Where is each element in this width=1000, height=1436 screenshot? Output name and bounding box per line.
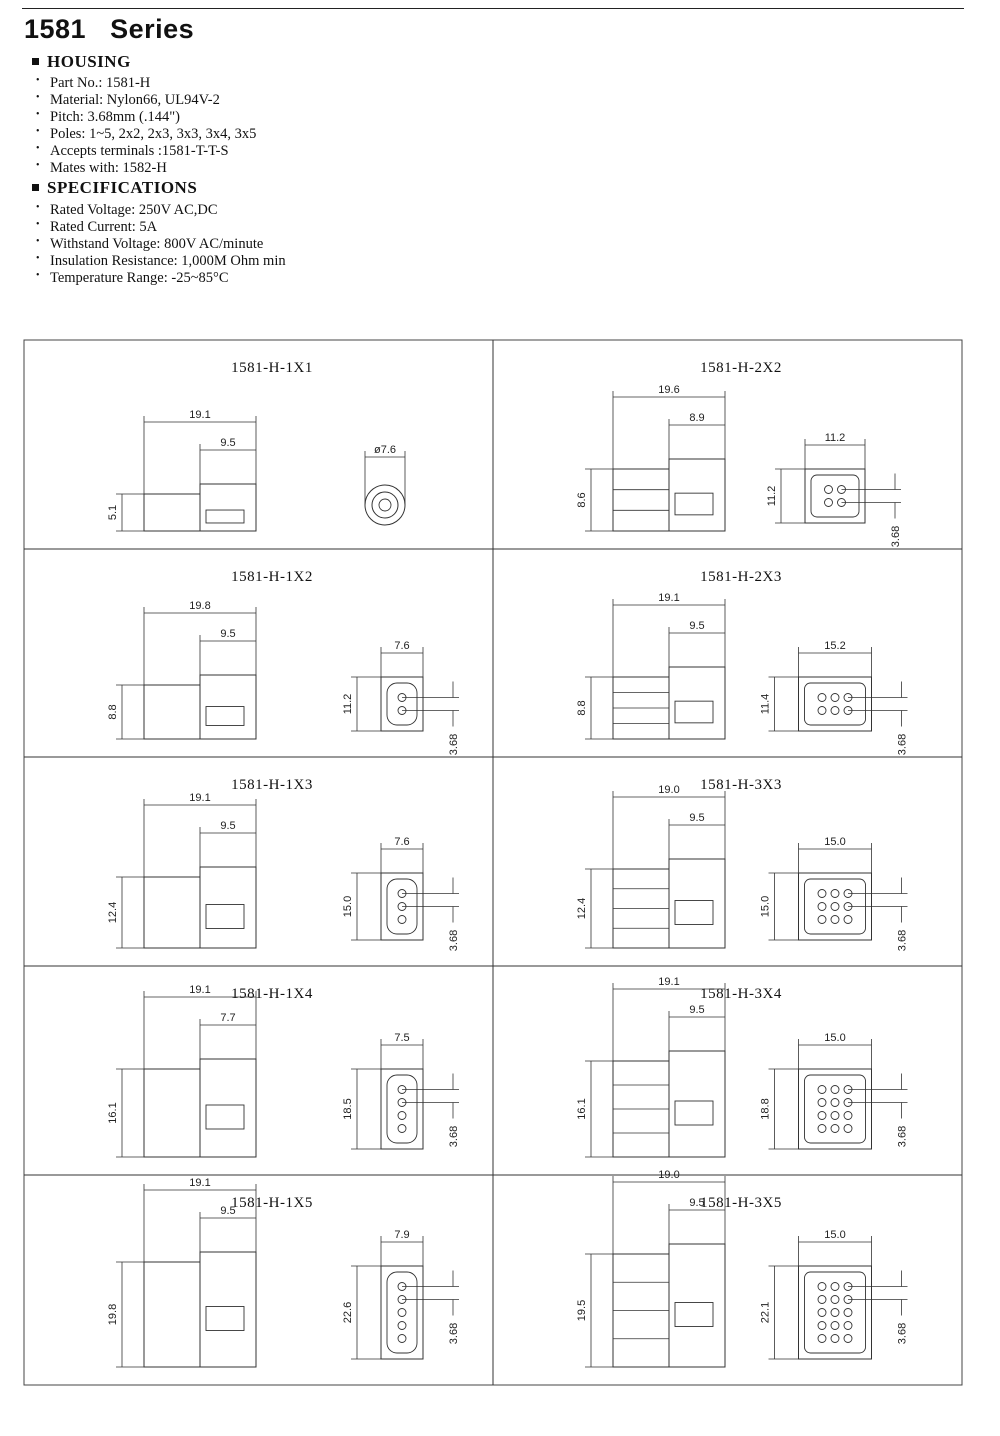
pin-hole — [818, 1296, 826, 1304]
pitch-label: 3.68 — [448, 929, 460, 952]
front-width-label: 15.0 — [824, 1229, 846, 1241]
front-height-label: 15.0 — [759, 895, 772, 918]
pitch-label: 3.68 — [896, 1125, 909, 1148]
connector-panel — [107, 777, 460, 951]
pin-hole — [831, 1335, 839, 1343]
pin-hole — [831, 903, 839, 911]
pin-hole — [831, 1099, 839, 1107]
side-total-length-label: 19.0 — [658, 1169, 680, 1181]
specifications-heading-text: SPECIFICATIONS — [47, 178, 198, 197]
pin-hole — [831, 1125, 839, 1133]
front-view-drawing — [342, 1032, 460, 1149]
pitch-label: 3.68 — [448, 1322, 460, 1345]
list-item: • Rated Current: 5A — [36, 218, 158, 235]
connector-panel — [576, 360, 902, 547]
side-view-drawing — [576, 592, 725, 739]
pin-hole — [831, 707, 839, 715]
list-item: • Part No.: 1581-H — [36, 75, 151, 91]
panel-title: 1581-H-1X4 — [231, 986, 313, 1002]
side-height-label: 5.1 — [107, 504, 119, 521]
bullet-dot-icon: • — [36, 109, 40, 121]
front-height-label: 11.2 — [766, 485, 778, 507]
pitch-label: 3.68 — [896, 1322, 909, 1345]
front-width-label: 7.6 — [394, 836, 410, 848]
side-height-label: 12.4 — [576, 897, 588, 920]
pin-hole — [844, 1309, 852, 1317]
pin-hole — [818, 1335, 826, 1343]
pin-hole — [818, 1099, 826, 1107]
front-view-drawing — [760, 640, 909, 755]
series-word: Series — [110, 14, 195, 44]
front-cavity-outline — [811, 475, 859, 517]
pin-hole — [818, 1086, 826, 1094]
side-height-label: 8.6 — [576, 492, 588, 508]
side-total-length-label: 19.1 — [189, 792, 211, 804]
side-slot — [675, 1303, 713, 1327]
bullet-dot-icon: • — [36, 270, 40, 282]
bullet-dot-icon: • — [36, 126, 40, 138]
front-height-label: 18.5 — [342, 1098, 354, 1120]
pin-hole — [825, 499, 833, 507]
front-width-label: 15.0 — [824, 836, 846, 848]
front-view-drawing — [342, 836, 460, 951]
pin-hole — [831, 1086, 839, 1094]
side-body — [144, 1069, 200, 1157]
side-partial-length-label: 9.5 — [220, 628, 236, 640]
front-width-label: 7.5 — [394, 1032, 410, 1044]
side-total-length-label: 19.1 — [189, 409, 211, 421]
front-width-label: 15.2 — [824, 640, 846, 652]
side-slot — [675, 701, 713, 723]
front-view-drawing — [760, 1229, 909, 1359]
bullet-dot-icon: • — [36, 253, 40, 265]
pitch-label: 3.68 — [448, 733, 460, 756]
panel-title: 1581-H-2X3 — [700, 569, 782, 585]
front-width-label: 7.9 — [394, 1229, 410, 1241]
connector-panel — [107, 1177, 460, 1367]
pin-hole — [818, 903, 826, 911]
side-total-length-label: 19.1 — [189, 984, 211, 996]
panel-title: 1581-H-2X2 — [700, 360, 782, 376]
list-item: • Mates with: 1582-H — [36, 159, 167, 176]
side-partial-length-label: 9.5 — [689, 620, 705, 632]
pin-hole — [818, 890, 826, 898]
series-number: 1581 — [24, 14, 87, 44]
side-body — [144, 494, 200, 531]
front-height-label: 18.8 — [759, 1098, 772, 1120]
pin-hole — [818, 1309, 826, 1317]
front-view-drawing — [365, 444, 405, 525]
front-width-label: 15.0 — [824, 1032, 846, 1044]
pin-hole — [818, 694, 826, 702]
front-width-label: 11.2 — [824, 432, 846, 444]
side-view-drawing — [107, 1177, 256, 1367]
list-item: • Temperature Range: -25~85°C — [36, 269, 229, 286]
pin-hole — [831, 916, 839, 924]
pin-hole — [398, 1125, 406, 1133]
side-slot — [206, 707, 244, 726]
front-width-label: 7.6 — [394, 640, 410, 652]
connector-panel — [576, 569, 909, 755]
side-total-length-label: 19.6 — [658, 384, 680, 396]
front-height-label: 22.1 — [759, 1301, 772, 1324]
side-latch-block — [200, 484, 256, 531]
pin-hole — [398, 1335, 406, 1343]
pin-hole — [818, 1283, 826, 1291]
panel-title: 1581-H-1X2 — [231, 569, 313, 585]
front-view-drawing — [760, 836, 909, 951]
side-height-label: 16.1 — [576, 1098, 588, 1120]
side-total-length-label: 19.0 — [658, 784, 680, 796]
front-diameter-label: ø7.6 — [373, 444, 397, 456]
pin-hole — [831, 694, 839, 702]
side-slot — [675, 1101, 713, 1125]
list-item: • Accepts terminals :1581-T-T-S — [36, 142, 229, 159]
bullet-dot-icon: • — [36, 202, 40, 214]
side-view-drawing — [107, 792, 256, 948]
pin-hole — [818, 916, 826, 924]
pitch-label: 3.68 — [448, 1125, 460, 1148]
pin-hole — [398, 1309, 406, 1317]
pin-hole — [818, 1112, 826, 1120]
list-item: • Withstand Voltage: 800V AC/minute — [36, 235, 264, 252]
side-view-drawing — [107, 409, 256, 531]
front-height-label: 15.0 — [342, 895, 354, 918]
pin-hole — [818, 707, 826, 715]
panel-title: 1581-H-1X3 — [231, 777, 313, 793]
connector-panel — [107, 984, 460, 1157]
side-total-length-label: 19.8 — [189, 600, 211, 612]
panel-title: 1581-H-3X5 — [700, 1195, 782, 1211]
side-slot — [206, 1307, 244, 1331]
front-cavity-outline — [387, 683, 417, 725]
side-body — [613, 469, 669, 531]
side-height-label: 19.8 — [107, 1303, 119, 1326]
side-view-drawing — [576, 976, 725, 1157]
side-body — [144, 685, 200, 739]
connector-panel — [107, 569, 460, 755]
side-height-label: 16.1 — [107, 1102, 119, 1124]
panel-title: 1581-H-3X4 — [700, 986, 782, 1002]
list-item: • Insulation Resistance: 1,000M Ohm min — [36, 252, 286, 269]
side-view-drawing — [107, 600, 256, 739]
side-partial-length-label: 8.9 — [689, 412, 705, 424]
side-total-length-label: 19.1 — [658, 976, 680, 988]
pin-hole — [844, 916, 852, 924]
pin-hole — [831, 1283, 839, 1291]
bullet-dot-icon: • — [36, 75, 40, 87]
pin-hole — [825, 486, 833, 494]
pin-hole — [398, 1112, 406, 1120]
front-view-drawing — [766, 432, 902, 547]
front-height-label: 22.6 — [342, 1301, 354, 1324]
connector-panel — [576, 777, 909, 951]
list-item: • Poles: 1~5, 2x2, 2x3, 3x3, 3x4, 3x5 — [36, 125, 257, 142]
side-partial-length-label: 9.5 — [220, 820, 236, 832]
pin-hole — [398, 916, 406, 924]
pitch-label: 3.68 — [896, 929, 909, 952]
pin-hole — [818, 1322, 826, 1330]
front-height-label: 11.4 — [759, 693, 772, 715]
pitch-label: 3.68 — [890, 525, 902, 548]
pin-hole — [844, 1125, 852, 1133]
front-pin-hole — [379, 499, 391, 511]
side-partial-length-label: 7.7 — [220, 1012, 236, 1024]
side-slot — [206, 1105, 244, 1129]
front-cavity-outline — [805, 683, 866, 725]
side-slot — [675, 493, 713, 515]
side-body — [144, 877, 200, 948]
side-partial-length-label: 9.5 — [689, 812, 705, 824]
pin-hole — [844, 1112, 852, 1120]
front-view-drawing — [342, 1229, 460, 1359]
pin-hole — [844, 1322, 852, 1330]
pin-hole — [831, 890, 839, 898]
front-height-label: 11.2 — [342, 693, 354, 715]
connector-panel — [576, 976, 909, 1157]
pin-hole — [831, 1296, 839, 1304]
side-total-length-label: 19.1 — [189, 1177, 211, 1189]
side-height-label: 8.8 — [107, 704, 119, 720]
pin-hole — [831, 1112, 839, 1120]
bullet-dot-icon: • — [36, 236, 40, 248]
side-view-drawing — [576, 384, 725, 531]
bullet-dot-icon: • — [36, 143, 40, 155]
pitch-label: 3.68 — [896, 733, 909, 756]
housing-heading-text: HOUSING — [47, 52, 131, 71]
side-height-label: 19.5 — [576, 1299, 588, 1322]
side-height-label: 8.8 — [576, 700, 588, 716]
pin-hole — [831, 1309, 839, 1317]
bullet-dot-icon: • — [36, 219, 40, 231]
side-slot — [206, 905, 244, 929]
side-partial-length-label: 9.5 — [689, 1197, 705, 1209]
connector-panel — [576, 1169, 909, 1367]
bullet-dot-icon: • — [36, 160, 40, 172]
side-partial-length-label: 9.5 — [220, 437, 236, 449]
side-total-length-label: 19.1 — [658, 592, 680, 604]
connector-panel — [107, 360, 405, 531]
side-height-label: 12.4 — [107, 901, 119, 924]
side-slot — [206, 510, 244, 523]
side-slot — [675, 901, 713, 925]
pin-hole — [818, 1125, 826, 1133]
pin-hole — [398, 1322, 406, 1330]
panel-title: 1581-H-3X3 — [700, 777, 782, 793]
list-item: • Material: Nylon66, UL94V-2 — [36, 91, 220, 108]
pin-hole — [831, 1322, 839, 1330]
panel-title: 1581-H-1X1 — [231, 360, 313, 376]
bullet-dot-icon: • — [36, 92, 40, 104]
list-item: • Rated Voltage: 250V AC,DC — [36, 202, 218, 218]
side-partial-length-label: 9.5 — [220, 1205, 236, 1217]
list-item: • Pitch: 3.68mm (.144") — [36, 108, 180, 125]
side-view-drawing — [107, 984, 256, 1157]
side-view-drawing — [576, 784, 725, 948]
side-partial-length-label: 9.5 — [689, 1004, 705, 1016]
pin-hole — [844, 1335, 852, 1343]
front-view-drawing — [342, 640, 460, 755]
side-view-drawing — [576, 1169, 725, 1367]
side-body — [144, 1262, 200, 1367]
panel-title: 1581-H-1X5 — [231, 1195, 313, 1211]
front-view-drawing — [760, 1032, 909, 1149]
